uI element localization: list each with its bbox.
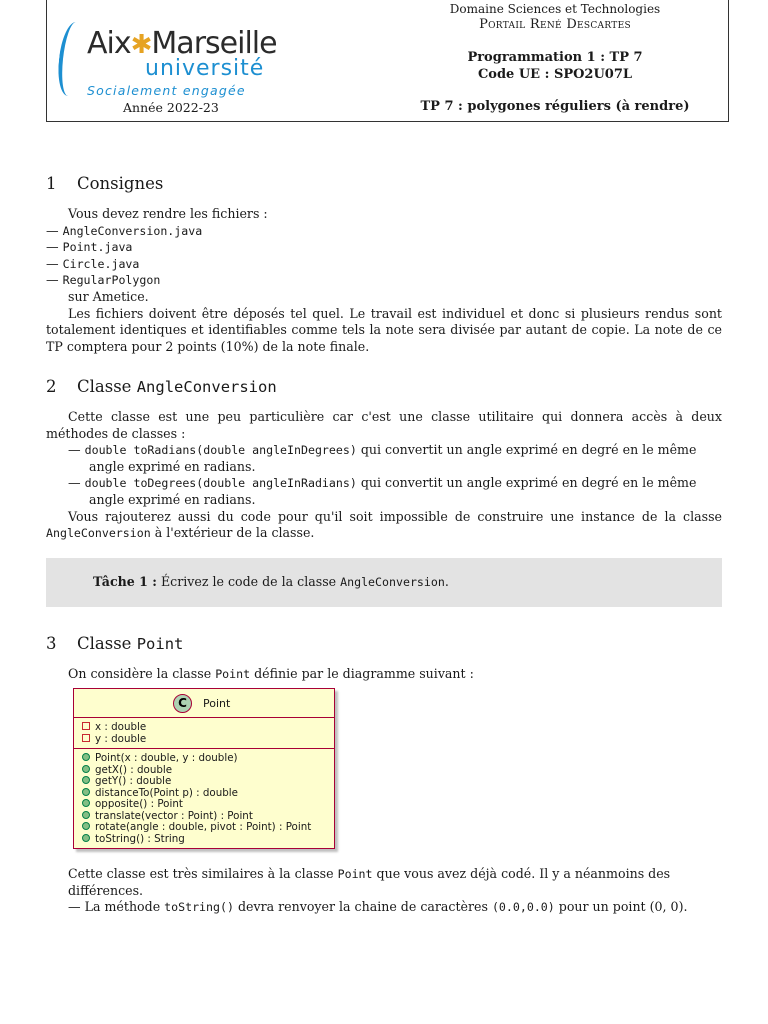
section-title: Consignes <box>77 174 164 193</box>
public-method-icon <box>82 822 90 830</box>
intro-paragraph: Cette classe est une peu particulière car c'est une classe utilitaire qui donnera accès à deux méthodes de classes : <box>46 409 722 441</box>
public-method-icon <box>82 811 90 819</box>
file-list-item: — AngleConversion.java <box>46 222 203 238</box>
method-signature: double toRadians(double angleInDegrees) <box>84 443 357 458</box>
logo-brand-left: Aix <box>87 26 131 61</box>
uml-method: getX() : double <box>82 765 172 777</box>
tp-title: TP 7 : polygones réguliers (à rendre) <box>420 99 690 114</box>
section-title-word: Classe <box>77 634 132 653</box>
method-item: — double toRadians(double angleInDegrees) qui convertit un angle exprimé en degré en le même angle exprimé en radians. <box>68 442 697 474</box>
uml-class-name: Point <box>203 697 231 710</box>
method-description: qui convertit un angle exprimé en degré en le même angle exprimé en radians. <box>89 442 697 474</box>
section-title-code: AngleConversion <box>136 378 277 396</box>
uml-field: x : double <box>82 722 146 734</box>
logo-tagline: Socialement engagée <box>87 83 246 98</box>
file-name: Point.java <box>62 240 133 255</box>
file-list-item: — RegularPolygon <box>46 272 161 288</box>
section-title-word: Classe <box>77 377 132 396</box>
section-3-intro <box>46 666 722 683</box>
platform-text: sur Ametice. <box>68 288 149 304</box>
difference-item: — La méthode toString() devra renvoyer la chaine de caractères (0.0,0.0) pour un point (0, 0). <box>68 899 688 915</box>
public-method-icon <box>82 753 90 761</box>
domaine-label: Domaine Sciences et Technologies <box>449 2 661 16</box>
section-1-heading <box>46 174 163 193</box>
uml-class-diagram <box>73 688 335 849</box>
method-description: qui convertit un angle exprimé en degré en le même angle exprimé en radians. <box>89 475 697 507</box>
uml-method: getY() : double <box>82 776 171 788</box>
file-list-item: — Circle.java <box>46 255 140 271</box>
course-code: Code UE : SPO2U07L <box>477 67 633 82</box>
class-stereotype-icon: C <box>173 694 192 713</box>
method-item: — double toDegrees(double angleInRadians) qui convertit un angle exprimé en degré en le même angle exprimé en radians. <box>68 475 697 507</box>
intro-text: Vous devez rendre les fichiers : <box>68 206 268 221</box>
section-2-body <box>46 409 722 542</box>
intro-text: On considère la classe Point définie par le diagramme suivant : <box>68 666 474 681</box>
outro-paragraph: Vous rajouterez aussi du code pour qu'il soit impossible de construire une instance de la classe AngleConversion à l'extérieur de la classe. <box>46 508 722 541</box>
uml-method: translate(vector : Point) : Point <box>82 811 253 823</box>
logo-university: université <box>145 56 265 81</box>
private-field-icon <box>82 722 90 730</box>
file-name: AngleConversion.java <box>62 223 203 238</box>
private-field-icon <box>82 734 90 742</box>
section-3-heading <box>46 634 183 653</box>
section-number: 2 <box>46 377 57 396</box>
public-method-icon <box>82 834 90 842</box>
task-box <box>46 558 722 607</box>
method-signature: double toDegrees(double angleInRadians) <box>84 476 357 491</box>
public-method-icon <box>82 799 90 807</box>
university-logo <box>59 22 289 100</box>
portail-label: Portail René Descartes <box>479 17 631 32</box>
logo-brand-right: Marseille <box>151 26 277 61</box>
section-3-after <box>46 866 722 916</box>
section-title-code: Point <box>136 635 184 653</box>
rules-paragraph: Les fichiers doivent être déposés tel quel. Le travail est individuel et donc si plusieurs rendus sont totalement identiques et identifiables comme tels la note sera divisée par autant de copie. La note de ce TP comptera pour 2 points (10%) de la note finale. <box>46 305 722 354</box>
uml-class-header <box>74 689 334 717</box>
file-name: RegularPolygon <box>62 273 161 288</box>
uml-method: toString() : String <box>82 834 185 846</box>
uml-method: opposite() : Point <box>82 799 183 811</box>
document-header <box>46 0 729 122</box>
logo-star-icon: ✱ <box>130 30 152 60</box>
uml-separator <box>74 748 334 749</box>
uml-field: y : double <box>82 734 146 746</box>
uml-method: distanceTo(Point p) : double <box>82 788 238 800</box>
uml-method: Point(x : double, y : double) <box>82 753 238 765</box>
uml-separator <box>74 717 334 718</box>
uml-method: rotate(angle : double, pivot : Point) : Point <box>82 822 311 834</box>
file-name: Circle.java <box>62 256 140 271</box>
public-method-icon <box>82 788 90 796</box>
section-number: 3 <box>46 634 57 653</box>
public-method-icon <box>82 776 90 784</box>
academic-year: Année 2022-23 <box>123 100 219 115</box>
section-1-body <box>46 206 722 355</box>
differences-text: Cette classe est très similaires à la classe Point que vous avez déjà codé. Il y a néanmoins des différences. <box>68 866 671 898</box>
section-2-heading <box>46 377 277 396</box>
course-title: Programmation 1 : TP 7 <box>467 50 643 65</box>
section-number: 1 <box>46 174 57 193</box>
file-list-item: — Point.java <box>46 239 133 255</box>
task-text: Tâche 1 : Écrivez le code de la classe AngleConversion. <box>93 574 449 589</box>
public-method-icon <box>82 765 90 773</box>
logo-parenthesis-mark <box>55 22 89 96</box>
task-label: Tâche 1 : <box>93 574 157 589</box>
